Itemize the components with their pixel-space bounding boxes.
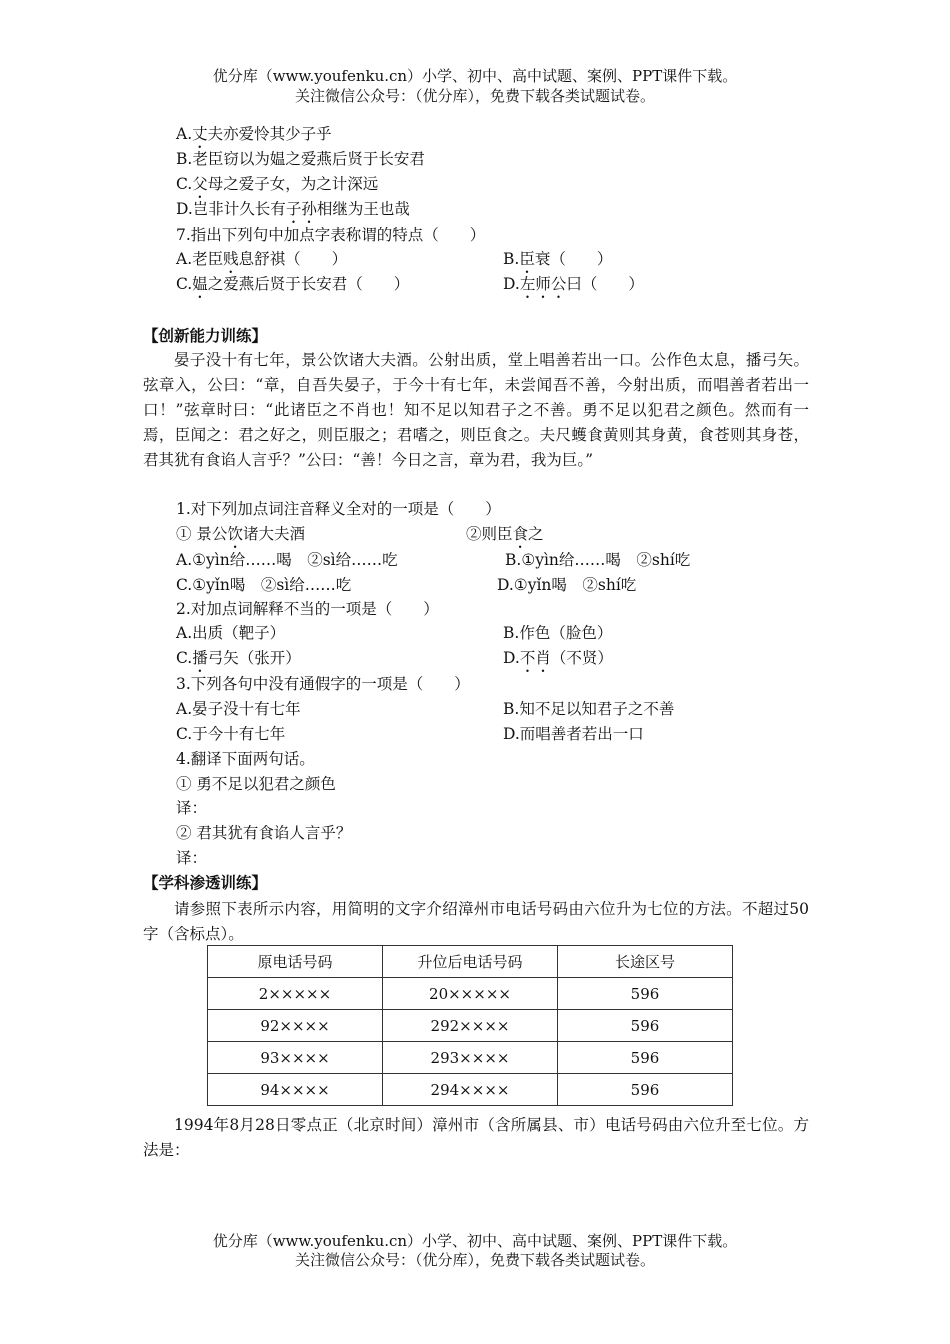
phone-number-table (207, 945, 733, 1106)
table-cell: 94×××× (208, 1074, 383, 1106)
table-cell: 596 (558, 978, 733, 1010)
table-cell: 294×××× (383, 1074, 558, 1106)
iq4-translation-2-label: 译： (176, 849, 208, 867)
iq3-option-a: A.晏子没十有七年 (176, 700, 301, 718)
iq2-option-a: A.出质（靶子） (176, 624, 286, 642)
table-cell: 20××××× (383, 978, 558, 1010)
q7-option-a: A.老臣贱息舒祺（ ） (176, 250, 348, 268)
iq1-stem: 1.对下列加点词注音释义全对的一项是（ ） (176, 500, 501, 518)
iq3-option-c: C.于今十有七年 (176, 725, 286, 743)
table-row (208, 1042, 733, 1074)
table-header-cell: 原电话号码 (208, 946, 383, 978)
iq4-translation-1-label: 译： (176, 799, 208, 817)
answer-intro: 1994年8月28日零点正（北京时间）漳州市（含所属县、市）电话号码由六位升至七位。方法是： (143, 1116, 809, 1159)
iq2-stem: 2.对加点词解释不当的一项是（ ） (176, 600, 439, 618)
page-footer-line-2: 关注微信公众号：（优分库），免费下载各类试题试卷。 (294, 1251, 655, 1269)
iq3-stem: 3.下列各句中没有通假字的一项是（ ） (176, 675, 470, 693)
cross-prompt: 请参照下表所示内容，用简明的文字介绍漳州市电话号码由六位升为七位的方法。不超过50字（含标点）。 (143, 900, 809, 943)
iq3-option-d: D.而唱善者若出一口 (503, 725, 644, 743)
table-row (208, 1074, 733, 1106)
innovation-section-title: 【创新能力训练】 (143, 326, 268, 345)
cross-section-title: 【学科渗透训练】 (143, 873, 268, 892)
iq4-sentence-2: ② 君其犹有食谄人言乎？ (176, 824, 352, 842)
q6-option-c: C.父母之爱子女，为之计深远 (176, 175, 379, 193)
innovation-passage: 晏子没十有七年，景公饮诸大夫酒。公射出质，堂上唱善若出一口。公作色太息，播弓矢。弦章入，公曰：“章，自吾失晏子，于今十有七年，未尝闻吾不善，今射出质，而唱善者若出一口！”弦章时曰：“此诸臣之不肖也！知不足以知君子之不善。勇不足以犯君之颜色。然而有一焉，臣闻之：君之好之，则臣服之；君嗜之，则臣食之。夫尺蠖食黄则其身黄，食苍则其身苍，君其犹有食谄人言乎？”公曰：“善！今日之言，章为君，我为巨。” (143, 351, 809, 469)
q7-option-b: B.臣衰（ ） (503, 250, 613, 268)
iq2-option-d: D.不肖（不贤） (503, 649, 613, 667)
iq1-sentence-1: ① 景公饮诸大夫酒 (176, 525, 305, 543)
q6-option-d: D.岂非计久长有子孙相继为王也哉 (176, 200, 410, 218)
iq3-option-b: B.知不足以知君子之不善 (503, 700, 675, 718)
table-cell: 93×××× (208, 1042, 383, 1074)
page-header-line-2: 关注微信公众号：（优分库），免费下载各类试题试卷。 (294, 87, 655, 105)
table-cell: 293×××× (383, 1042, 558, 1074)
table-header-cell: 长途区号 (558, 946, 733, 978)
table-row (208, 978, 733, 1010)
table-cell: 596 (558, 1074, 733, 1106)
table-row (208, 1010, 733, 1042)
table-cell: 292×××× (383, 1010, 558, 1042)
q7-stem: 7.指出下列句中加点字表称谓的特点（ ） (176, 226, 486, 244)
table-cell: 2××××× (208, 978, 383, 1010)
iq4-sentence-1: ① 勇不足以犯君之颜色 (176, 775, 336, 793)
q6-option-a: A.丈夫亦爱怜其少子乎 (176, 125, 332, 143)
q6-option-b: B.老臣窃以为媪之爱燕后贤于长安君 (176, 150, 425, 168)
table-header-cell: 升位后电话号码 (383, 946, 558, 978)
iq1-option-a: A.①yìn给……喝 ②sì给……吃 (176, 551, 398, 569)
iq1-sentence-2: ②则臣食之 (466, 525, 544, 543)
iq1-option-b: B.①yìn给……喝 ②shí吃 (505, 551, 691, 569)
q7-option-c: C.媪之爱燕后贤于长安君（ ） (176, 275, 410, 293)
table-header-row (208, 946, 733, 978)
table-cell: 92×××× (208, 1010, 383, 1042)
table-cell: 596 (558, 1010, 733, 1042)
page-footer-line-1: 优分库（www.youfenku.cn）小学、初中、高中试题、案例、PPT课件下载。 (212, 1232, 738, 1250)
iq1-option-d: D.①yǐn喝 ②shí吃 (497, 576, 637, 594)
iq2-option-c: C.播弓矢（张开） (176, 649, 301, 667)
table-cell: 596 (558, 1042, 733, 1074)
iq1-option-c: C.①yǐn喝 ②sì给……吃 (176, 576, 352, 594)
iq2-option-b: B.作色（脸色） (503, 624, 613, 642)
iq4-stem: 4.翻译下面两句话。 (176, 750, 315, 768)
q7-option-d: D.左师公曰（ ） (503, 275, 644, 293)
page-header-line-1: 优分库（www.youfenku.cn）小学、初中、高中试题、案例、PPT课件下载。 (212, 67, 738, 85)
